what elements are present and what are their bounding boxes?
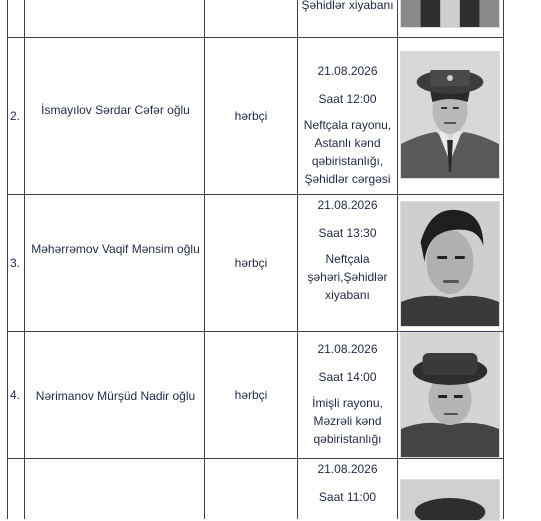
- portrait-photo-icon: [400, 51, 500, 179]
- burial-date: 21.08.2026: [317, 462, 378, 476]
- burial-time: Saat 13:30: [318, 226, 377, 240]
- table-row: [7, 459, 503, 519]
- person-name: Nərimanov Mürşüd Nadir oğlu: [35, 389, 196, 403]
- table-row: [7, 332, 503, 459]
- row-number: 3.: [10, 256, 21, 270]
- portrait-photo-icon: [400, 0, 500, 28]
- portrait-photo-icon: [400, 479, 500, 521]
- row-number: 4.: [10, 388, 21, 402]
- burial-date: 21.08.2026: [317, 342, 378, 356]
- burial-place: Neftçala şəhəri,Şəhidlər xiyabanı: [307, 252, 388, 302]
- burial-place: İmişli rayonu, Məzrəli kənd qəbiristanlığı: [312, 396, 383, 446]
- table-row: [7, 38, 503, 195]
- burial-time: Saat 14:00: [318, 370, 377, 384]
- table-row: [7, 195, 503, 332]
- row-number: 2.: [10, 109, 21, 123]
- portrait-photo-icon: [400, 201, 500, 327]
- burial-place: Neftçala rayonu, Astanlı kənd qəbiristanlığı, Şəhidlər cərgəsi: [303, 118, 392, 186]
- table-row: [7, 0, 503, 38]
- portrait-photo-icon: [400, 332, 500, 458]
- burial-date: 21.08.2026: [317, 198, 378, 212]
- person-name: İsmayılov Sərdar Cəfər oğlu: [41, 103, 190, 117]
- burial-info-cell: [298, 0, 398, 38]
- burial-info-cell: [298, 38, 398, 195]
- burial-schedule-table: [7, 0, 503, 519]
- person-role: hərbçi: [234, 256, 268, 270]
- person-name: Məhərrəmov Vaqif Mənsim oğlu: [31, 242, 200, 256]
- burial-time: Saat 12:00: [318, 92, 377, 106]
- burial-date: 21.08.2026: [317, 64, 378, 78]
- burial-info-cell: [298, 195, 398, 332]
- person-role: hərbçi: [234, 388, 268, 402]
- burial-time: Saat 11:00: [318, 490, 377, 504]
- person-role: hərbçi: [234, 109, 268, 123]
- burial-info-cell: [298, 332, 398, 459]
- burial-place: Şəhidlər xiyabanı: [301, 0, 394, 12]
- burial-info-cell: [298, 459, 398, 519]
